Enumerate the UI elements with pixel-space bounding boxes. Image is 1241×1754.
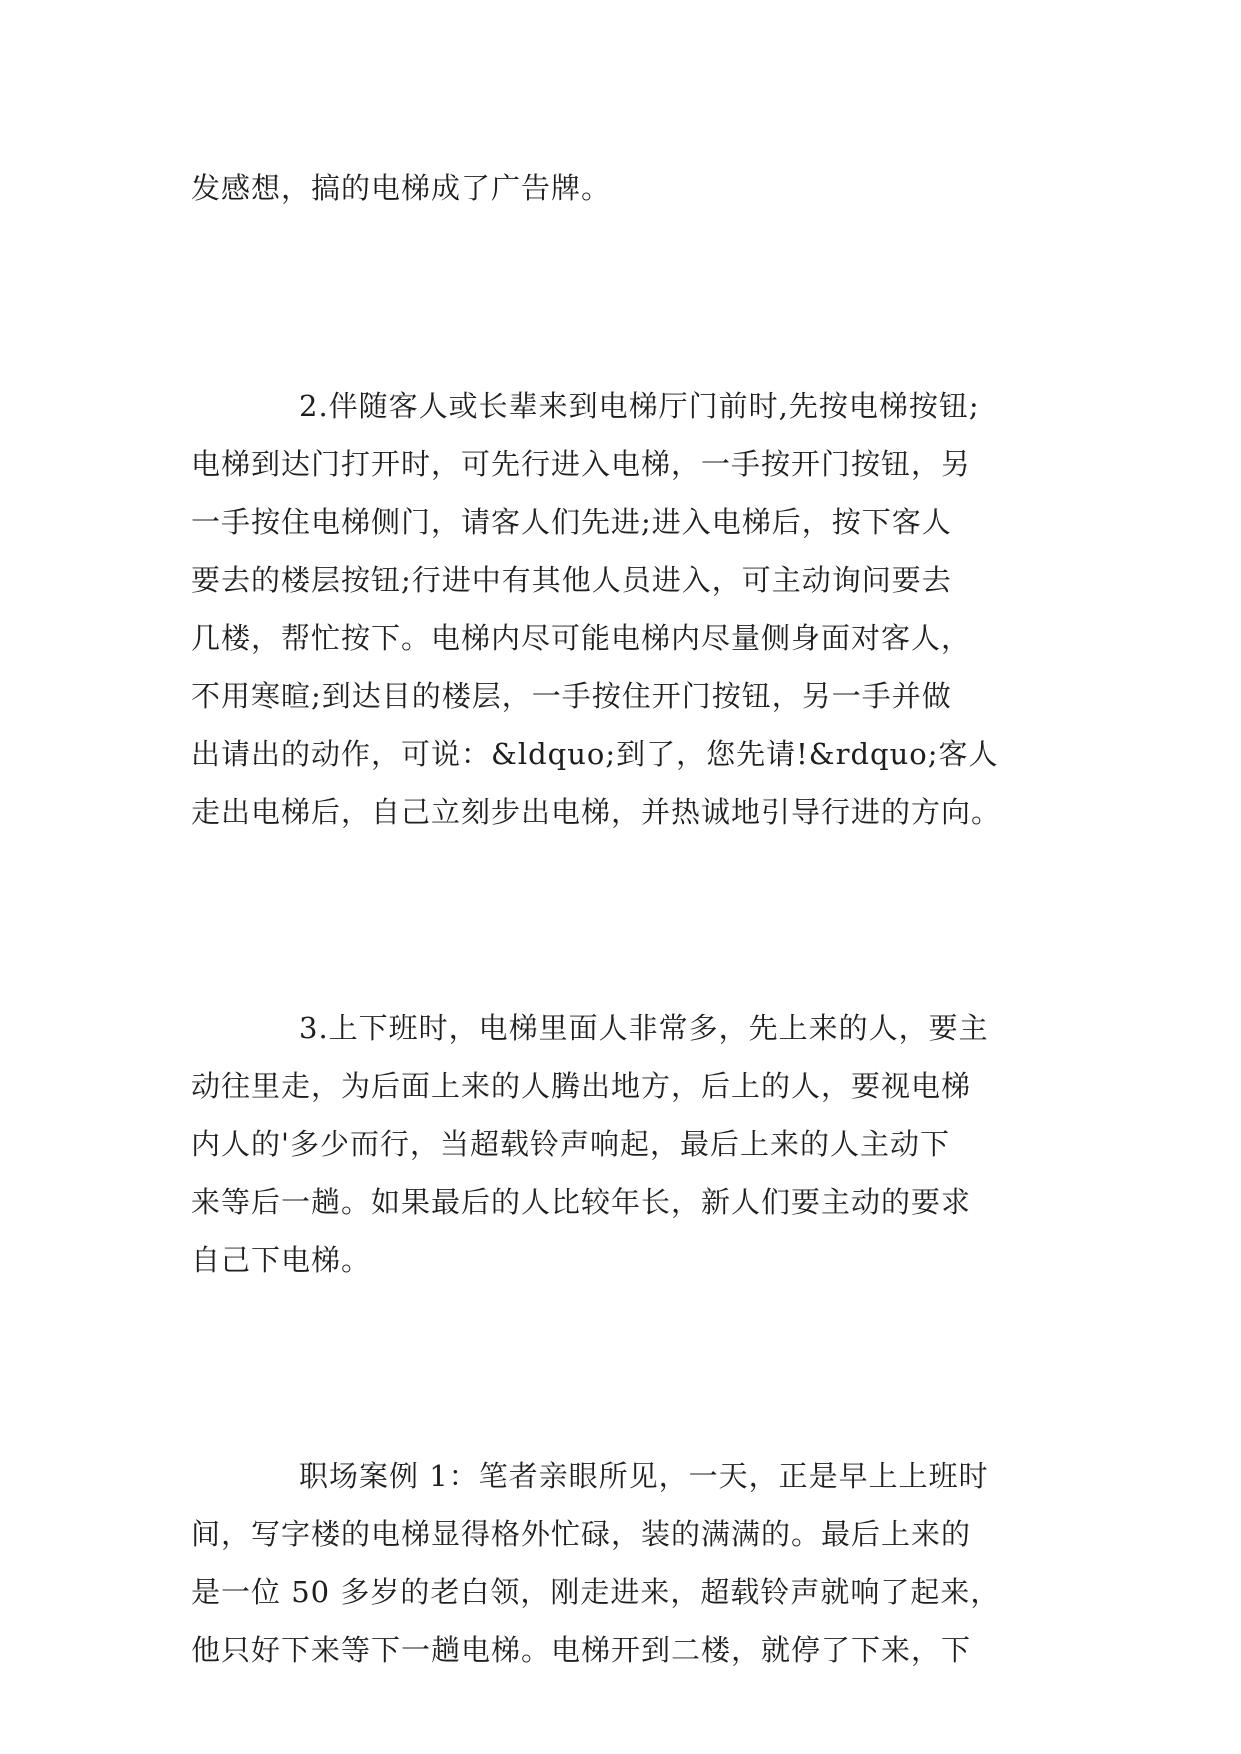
text-line: 要去的楼层按钮;行进中有其他人员进入，可主动询问要去 bbox=[191, 563, 952, 597]
text-line: 出请出的动作，可说：&ldquo;到了，您先请!&rdquo;客人 bbox=[191, 737, 999, 771]
text-line: 内人的'多少而行，当超载铃声响起，最后上来的人主动下 bbox=[191, 1127, 950, 1161]
text-line: 间，写字楼的电梯显得格外忙碌，装的满满的。最后上来的 bbox=[191, 1517, 972, 1551]
paragraph-intro bbox=[191, 159, 1057, 217]
text-line: 一手按住电梯侧门，请客人们先进;进入电梯后，按下客人 bbox=[191, 505, 952, 539]
document-body bbox=[191, 159, 1057, 1679]
paragraph-spacer bbox=[191, 1289, 1057, 1447]
paragraph-spacer bbox=[191, 217, 1057, 377]
text-line: 来等后一趟。如果最后的人比较年长，新人们要主动的要求 bbox=[191, 1185, 972, 1219]
paragraph-2 bbox=[191, 377, 1057, 841]
text-line: 发感想，搞的电梯成了广告牌。 bbox=[191, 171, 612, 205]
text-line: 3.上下班时，电梯里面人非常多，先上来的人，要主 bbox=[299, 1011, 989, 1045]
text-line: 自己下电梯。 bbox=[191, 1243, 372, 1277]
text-line: 是一位 50 多岁的老白领，刚走进来，超载铃声就响了起来， bbox=[191, 1575, 1001, 1609]
paragraph-3 bbox=[191, 999, 1057, 1289]
text-line: 2.伴随客人或长辈来到电梯厅门前时,先按电梯按钮; bbox=[299, 389, 980, 423]
text-line: 走出电梯后，自己立刻步出电梯，并热诚地引导行进的方向。 bbox=[191, 795, 1002, 829]
text-line: 他只好下来等下一趟电梯。电梯开到二楼，就停了下来，下 bbox=[191, 1633, 972, 1667]
text-line: 电梯到达门打开时，可先行进入电梯，一手按开门按钮，另 bbox=[191, 447, 972, 481]
text-line: 动往里走，为后面上来的人腾出地方，后上的人，要视电梯 bbox=[191, 1069, 972, 1103]
text-line: 职场案例 1：笔者亲眼所见，一天，正是早上上班时 bbox=[299, 1459, 989, 1493]
paragraph-case-1 bbox=[191, 1447, 1057, 1679]
text-line: 不用寒暄;到达目的楼层，一手按住开门按钮，另一手并做 bbox=[191, 679, 952, 713]
paragraph-spacer bbox=[191, 841, 1057, 999]
text-line: 几楼，帮忙按下。电梯内尽可能电梯内尽量侧身面对客人， bbox=[191, 621, 972, 655]
